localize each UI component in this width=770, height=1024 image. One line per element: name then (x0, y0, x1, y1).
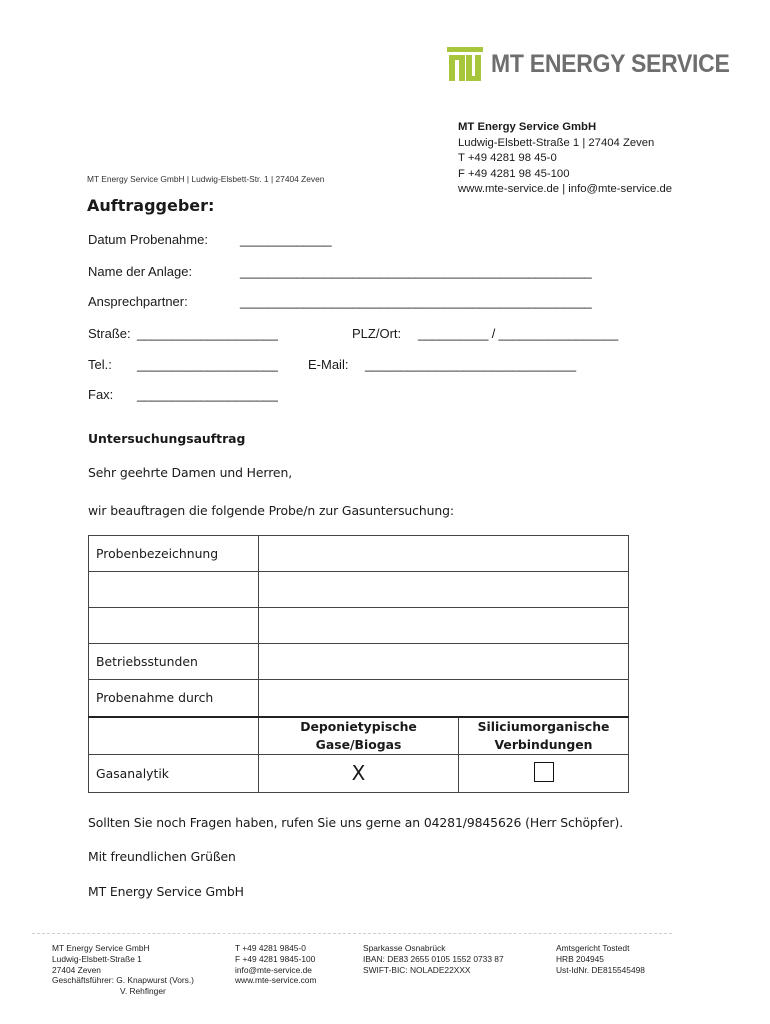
footer-line: T +49 4281 9845-0 (235, 943, 306, 953)
footer-line: Amtsgericht Tostedt (556, 943, 630, 953)
table-row (89, 680, 629, 717)
date-label: Datum Probenahme: (88, 232, 208, 247)
row-label: Probenbezeichnung (89, 536, 259, 572)
row-label: Probenahme durch (89, 680, 259, 717)
plant-field[interactable]: __________________________________________________ (240, 264, 592, 279)
company-address: Ludwig-Elsbett-Straße 1 | 27404 Zeven (458, 136, 655, 149)
signature: MT Energy Service GmbH (88, 884, 244, 899)
row-label (89, 608, 259, 644)
footer-line: 27404 Zeven (52, 964, 101, 975)
questions-text: Sollten Sie noch Fragen haben, rufen Sie uns gerne an 04281/9845626 (Herr Schöpfer). (88, 815, 624, 830)
footer-line: V. Rehfinger (120, 986, 166, 997)
header-line: Siliciumorganische (477, 718, 610, 734)
footer-col-company (52, 943, 194, 997)
company-name: MT Energy Service GmbH (458, 121, 597, 133)
footer-line: SWIFT-BIC: NOLADE22XXX (363, 964, 471, 975)
footer-divider (32, 933, 672, 934)
company-phone: T +49 4281 98 45-0 (458, 152, 557, 165)
client-heading: Auftraggeber: (87, 196, 215, 215)
date-field[interactable]: _____________ (240, 232, 332, 247)
sample-name-cell[interactable] (259, 536, 629, 572)
email-field[interactable]: ______________________________ (365, 357, 576, 372)
header-line: Gase/Biogas (315, 736, 402, 752)
footer-line: info@mte-service.de (235, 964, 312, 975)
footer-line: Ludwig-Elsbett-Straße 1 (52, 953, 142, 964)
tel-label: Tel.: (88, 357, 112, 372)
street-field[interactable]: ____________________ (137, 326, 278, 341)
table-row (89, 644, 629, 680)
plant-label: Name der Anlage: (88, 264, 193, 279)
header-line: Deponietypische (300, 718, 417, 734)
company-web-email: www.mte-service.de | info@mte-service.de (458, 183, 673, 196)
siloxane-checkbox-cell[interactable] (459, 754, 629, 792)
zip-city-field[interactable]: __________ / _________________ (418, 326, 619, 341)
zip-city-label: PLZ/Ort: (352, 326, 402, 341)
footer-col-registry (556, 943, 645, 975)
company-fax: F +49 4281 98 45-100 (458, 167, 570, 180)
table-row (89, 572, 629, 608)
siloxane-checkbox[interactable] (534, 762, 554, 782)
mte-logo-icon (447, 47, 483, 81)
footer-line: Sparkasse Osnabrück (363, 943, 446, 953)
footer-line: Geschäftsführer: G. Knapwurst (Vors.) (52, 975, 194, 986)
header-line: Verbindungen (494, 736, 593, 752)
input-cell[interactable] (259, 572, 629, 608)
footer-line: F +49 4281 9845-100 (235, 953, 316, 964)
street-label: Straße: (88, 326, 131, 341)
col-landfill-gas-header (259, 717, 459, 755)
fax-field[interactable]: ____________________ (137, 387, 278, 402)
footer-line: Ust-IdNr. DE815545498 (556, 964, 645, 975)
col-siloxane-header (459, 717, 629, 755)
contact-field[interactable]: __________________________________________________ (240, 294, 592, 309)
greeting: Mit freundlichen Grüßen (88, 849, 236, 864)
operating-hours-cell[interactable] (259, 644, 629, 680)
sender-line: MT Energy Service GmbH | Ludwig-Elsbett-Str. 1 | 27404 Zeven (87, 174, 325, 184)
tel-field[interactable]: ____________________ (137, 357, 278, 372)
footer-line: www.mte-service.com (235, 975, 317, 986)
table-row (89, 608, 629, 644)
logo-text: MT ENERGY SERVICE (491, 49, 730, 78)
footer-line: MT Energy Service GmbH (52, 943, 150, 953)
empty-cell (89, 717, 259, 755)
x-mark: X (351, 761, 366, 785)
footer-line: HRB 204945 (556, 953, 604, 964)
order-intro: wir beauftragen die folgende Probe/n zur Gasuntersuchung: (88, 503, 454, 518)
order-heading: Untersuchungsauftrag (88, 431, 246, 446)
footer-col-bank (363, 943, 504, 975)
input-cell[interactable] (259, 608, 629, 644)
company-info (458, 120, 672, 198)
row-label (89, 572, 259, 608)
row-label: Betriebsstunden (89, 644, 259, 680)
gas-analysis-label: Gasanalytik (89, 754, 259, 792)
email-label: E-Mail: (308, 357, 349, 372)
table-row (89, 754, 629, 792)
table-row (89, 536, 629, 572)
contact-label: Ansprechpartner: (88, 294, 188, 309)
table-header-row (89, 717, 629, 755)
footer-line: IBAN: DE83 2655 0105 1552 0733 87 (363, 953, 504, 964)
salutation: Sehr geehrte Damen und Herren, (88, 465, 293, 480)
landfill-gas-checkbox[interactable] (259, 754, 459, 792)
footer-col-contact (235, 943, 316, 986)
company-logo (447, 47, 750, 81)
sample-table (88, 535, 629, 793)
sampled-by-cell[interactable] (259, 680, 629, 717)
fax-label: Fax: (88, 387, 114, 402)
